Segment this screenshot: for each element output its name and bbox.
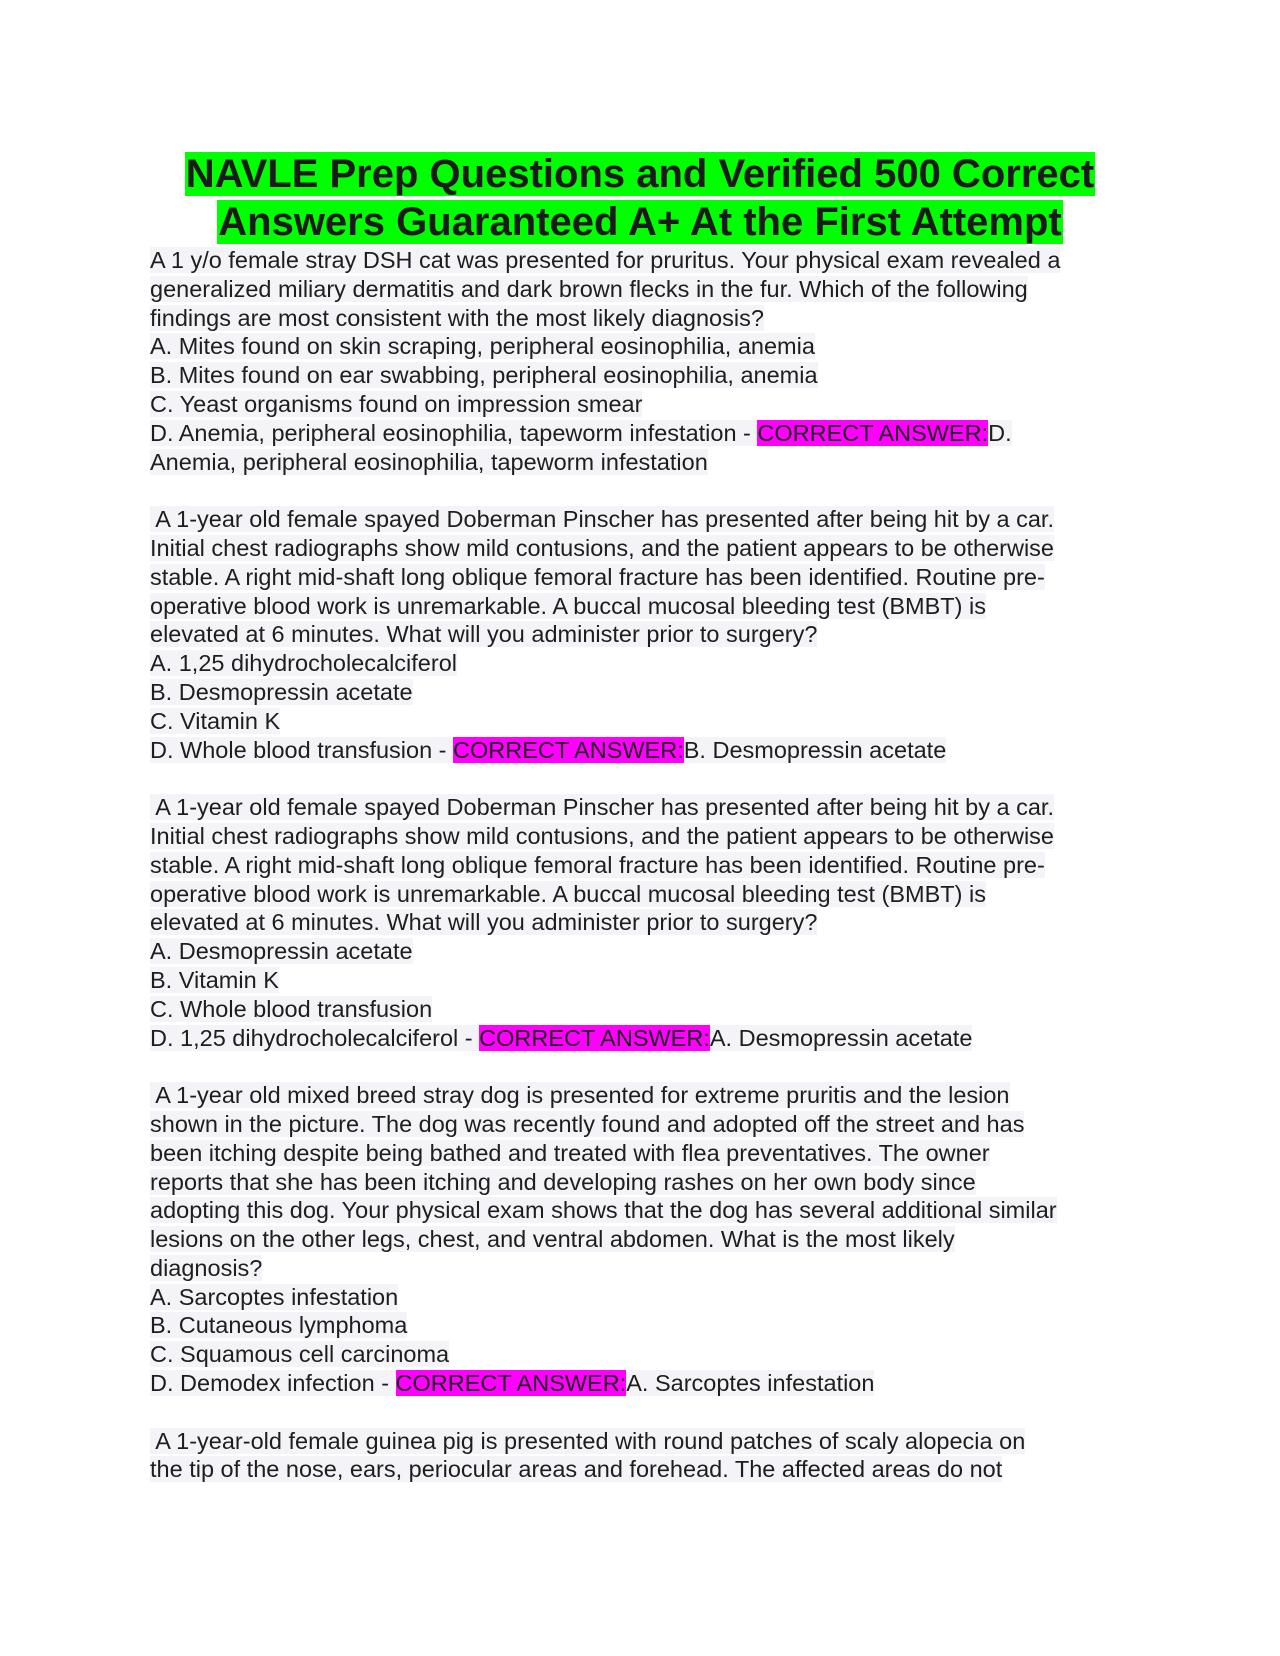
question-stem-line: been itching despite being bathed and treated with flea preventatives. The owner — [150, 1139, 990, 1166]
correct-answer-text-continued: Anemia, peripheral eosinophilia, tapeworm infestation — [150, 448, 708, 475]
question-stem-line: A 1-year old mixed breed stray dog is presented for extreme pruritis and the lesion — [150, 1082, 1010, 1109]
answer-option: A. Sarcoptes infestation — [150, 1283, 399, 1310]
correct-answer-text: B. Desmopressin acetate — [683, 736, 947, 763]
answer-option: C. Yeast organisms found on impression smear — [150, 390, 643, 417]
question-stem-line: elevated at 6 minutes. What will you administer prior to surgery? — [150, 621, 818, 648]
question-block — [150, 246, 1130, 476]
document-page — [150, 150, 1130, 1484]
question-block — [150, 505, 1130, 764]
answer-option: A. 1,25 dihydrocholecalciferol — [150, 650, 457, 677]
answer-option: C. Vitamin K — [150, 707, 281, 734]
question-stem-line: Initial chest radiographs show mild contusions, and the patient appears to be otherwise — [150, 534, 1054, 561]
question-stem-line: stable. A right mid-shaft long oblique femoral fracture has been identified. Routine pre- — [150, 563, 1045, 590]
question-stem-line: operative blood work is unremarkable. A buccal mucosal bleeding test (BMBT) is — [150, 592, 986, 619]
question-stem-line: A 1-year old female spayed Doberman Pinscher has presented after being hit by a car. — [150, 506, 1054, 533]
question-stem-line: shown in the picture. The dog was recently found and adopted off the street and has — [150, 1110, 1025, 1137]
correct-answer-label: CORRECT ANSWER: — [453, 736, 684, 763]
document-title — [150, 150, 1130, 246]
question-stem-line: A 1-year old female spayed Doberman Pinscher has presented after being hit by a car. — [150, 794, 1054, 821]
correct-answer-label: CORRECT ANSWER: — [479, 1024, 710, 1051]
question-block — [150, 793, 1130, 1052]
question-stem-line: diagnosis? — [150, 1254, 263, 1281]
question-block — [150, 1081, 1130, 1398]
question-stem-line: reports that she has been itching and developing rashes on her own body since — [150, 1168, 976, 1195]
answer-option: A. Desmopressin acetate — [150, 938, 413, 965]
answer-option: C. Whole blood transfusion — [150, 995, 433, 1022]
question-stem-line: operative blood work is unremarkable. A buccal mucosal bleeding test (BMBT) is — [150, 880, 986, 907]
question-stem-line: lesions on the other legs, chest, and ventral abdomen. What is the most likely — [150, 1226, 955, 1253]
correct-answer-label: CORRECT ANSWER: — [395, 1370, 627, 1397]
answer-option-last: D. Anemia, peripheral eosinophilia, tapeworm infestation - — [150, 419, 758, 446]
answer-option: B. Mites found on ear swabbing, peripheral eosinophilia, anemia — [150, 362, 818, 389]
correct-answer-text: A. Desmopressin acetate — [709, 1024, 973, 1051]
answer-option-last: D. Demodex infection - — [150, 1370, 396, 1397]
question-stem-line: the tip of the nose, ears, periocular areas and forehead. The affected areas do not — [150, 1456, 1003, 1483]
question-stem-line: elevated at 6 minutes. What will you administer prior to surgery? — [150, 909, 818, 936]
question-stem-line: A 1-year-old female guinea pig is presented with round patches of scaly alopecia on — [150, 1427, 1026, 1454]
question-block-partial — [150, 1427, 1130, 1485]
answer-option: B. Desmopressin acetate — [150, 678, 413, 705]
question-stem-line: adopting this dog. Your physical exam shows that the dog has several additional similar — [150, 1197, 1057, 1224]
correct-answer-label: CORRECT ANSWER: — [757, 419, 989, 446]
answer-option-last: D. 1,25 dihydrocholecalciferol - — [150, 1024, 480, 1051]
question-stem-line: A 1 y/o female stray DSH cat was presented for pruritus. Your physical exam revealed a — [150, 247, 1061, 273]
answer-option: B. Cutaneous lymphoma — [150, 1312, 408, 1339]
question-stem-line: stable. A right mid-shaft long oblique femoral fracture has been identified. Routine pre- — [150, 851, 1045, 878]
answer-option-last: D. Whole blood transfusion - — [150, 736, 454, 763]
correct-answer-text: A. Sarcoptes infestation — [626, 1370, 875, 1397]
answer-option: C. Squamous cell carcinoma — [150, 1341, 450, 1368]
title-line-1: NAVLE Prep Questions and Verified 500 Correct — [185, 152, 1095, 196]
answer-option: B. Vitamin K — [150, 966, 279, 993]
answer-option: A. Mites found on skin scraping, peripheral eosinophilia, anemia — [150, 333, 815, 360]
question-stem-line: generalized miliary dermatitis and dark brown flecks in the fur. Which of the following — [150, 275, 1028, 302]
document-body — [150, 246, 1130, 1484]
question-stem-line: findings are most consistent with the most likely diagnosis? — [150, 304, 764, 331]
correct-answer-text: D. — [988, 419, 1012, 446]
question-stem-line: Initial chest radiographs show mild contusions, and the patient appears to be otherwise — [150, 822, 1054, 849]
title-line-2: Answers Guaranteed A+ At the First Attempt — [218, 200, 1062, 244]
